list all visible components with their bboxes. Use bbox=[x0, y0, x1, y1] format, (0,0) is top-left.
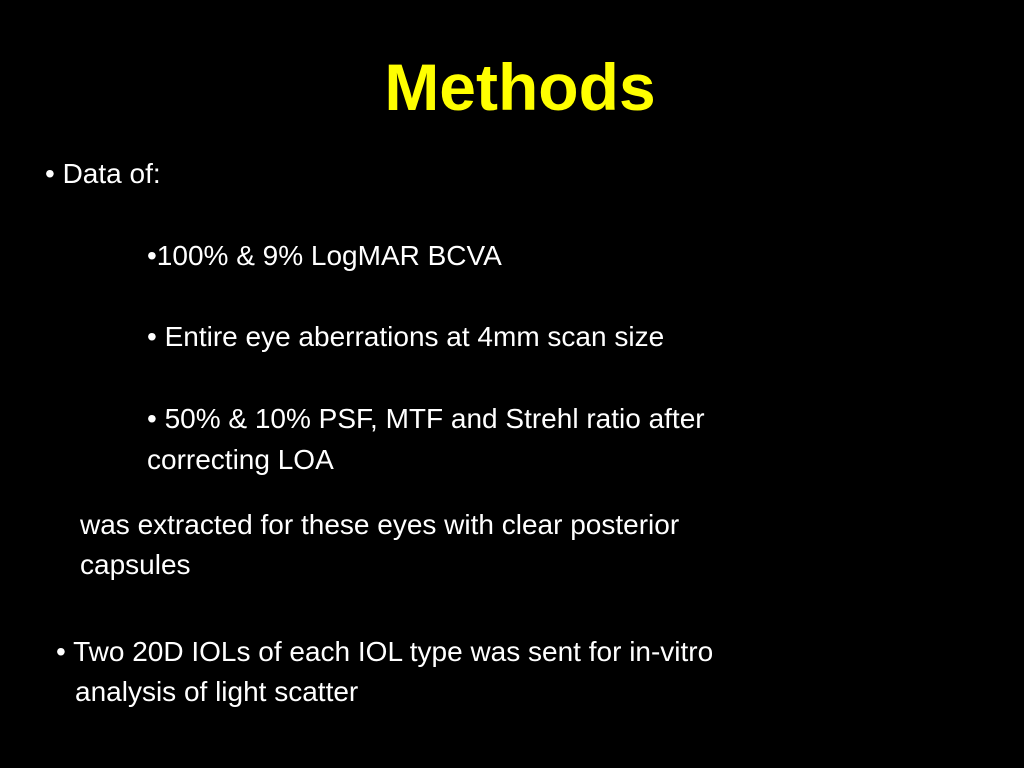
slide-title: Methods bbox=[384, 50, 656, 124]
sub-bullet-psf-mtf-strehl-continuation: correcting LOA bbox=[147, 444, 334, 475]
sub-bullet-logmar-bcva: •100% & 9% LogMAR BCVA bbox=[147, 240, 502, 271]
bullet-iol-analysis-continuation: analysis of light scatter bbox=[75, 676, 359, 707]
bullet-iol-analysis: • Two 20D IOLs of each IOL type was sent for in-vitro bbox=[56, 636, 714, 667]
extraction-note-line-1: was extracted for these eyes with clear posterior bbox=[80, 509, 680, 540]
sub-bullet-psf-mtf-strehl: • 50% & 10% PSF, MTF and Strehl ratio after bbox=[147, 403, 705, 434]
bullet-data-of: • Data of: bbox=[45, 158, 161, 189]
extraction-note-line-2: capsules bbox=[80, 549, 191, 580]
sub-bullet-aberrations: • Entire eye aberrations at 4mm scan size bbox=[147, 321, 665, 352]
